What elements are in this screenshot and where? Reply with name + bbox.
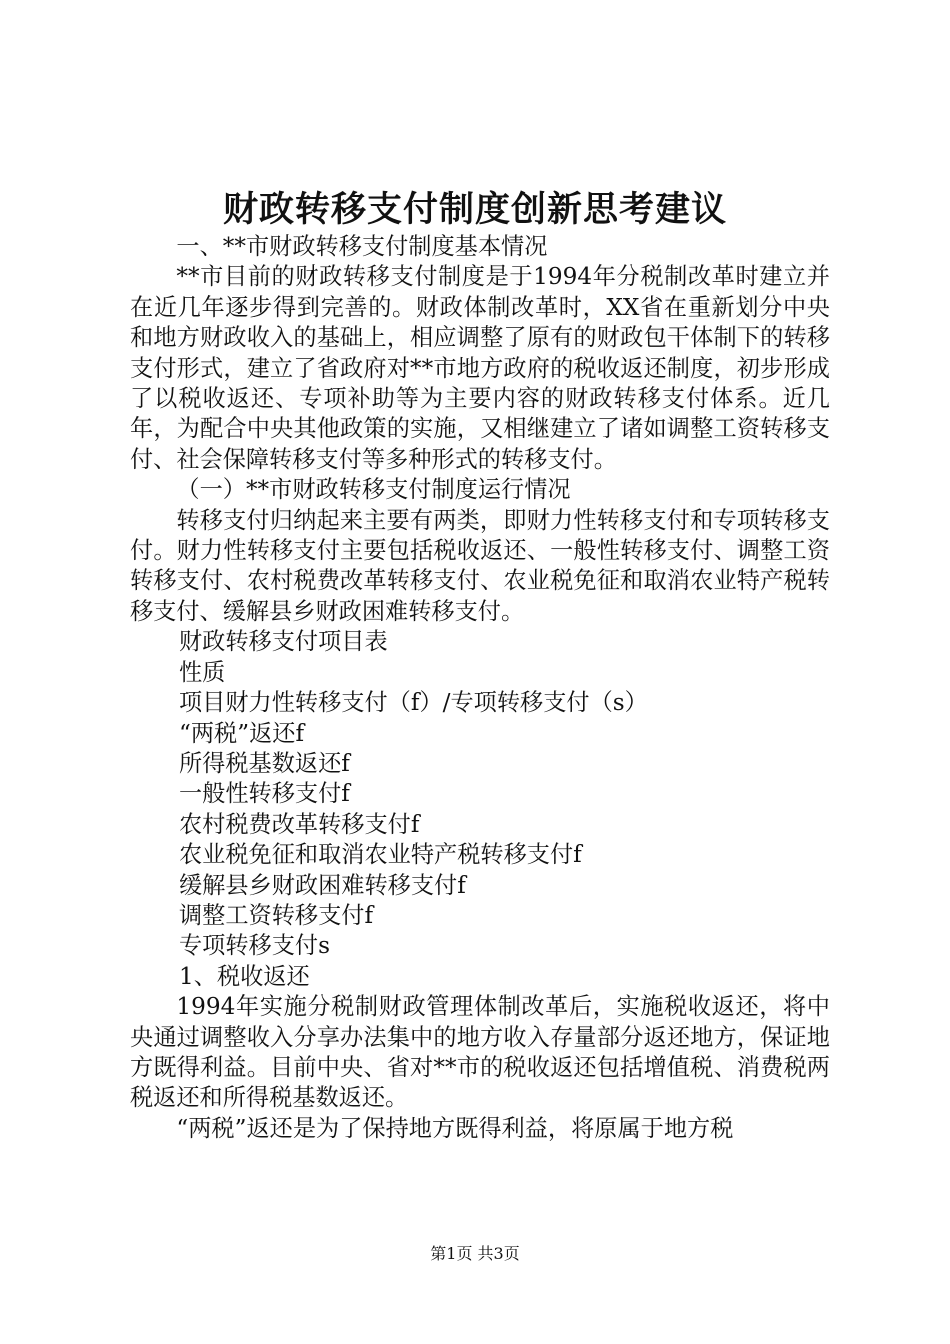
subsection-heading: （一）**市财政转移支付制度运行情况 <box>176 476 571 504</box>
numbered-heading: 1、税收返还 <box>179 962 310 990</box>
table-line: 一般性转移支付f <box>179 780 350 808</box>
table-line: 农村税费改革转移支付f <box>179 810 420 838</box>
body-paragraph: **市目前的财政转移支付制度是于1994年分税制改革时建立并在近几年逐步得到完善的。财政体制改革时，XX省在重新划分中央和地方财政收入的基础上，相应调整了原有的财政包干体制下的转移支付形式，建立了省政府对**市地方政府的税收返还制度，初步形成了以税收返还、专项补助等为主要内容的财政转移支付体系。近几年，为配合中央其他政策的实施，又相继建立了诸如调整工资转移支付、社会保障转移支付等多种形式的转移支付。 <box>130 263 830 473</box>
page-footer: 第1页 共3页 <box>430 1244 520 1263</box>
body-paragraph: 1994年实施分税制财政管理体制改革后，实施税收返还，将中央通过调整收入分享办法集中的地方收入存量部分返还地方，保证地方既得利益。目前中央、省对**市的税收返还包括增值税、消费税两税返还和所得税基数返还。 <box>130 993 830 1112</box>
table-line: 专项转移支付s <box>179 932 331 960</box>
table-line: 调整工资转移支付f <box>179 901 374 929</box>
section-heading: 一、**市财政转移支付制度基本情况 <box>176 233 548 260</box>
body-paragraph: “两税”返还是为了保持地方既得利益，将原属于地方税 <box>176 1114 734 1142</box>
table-line: 缓解县乡财政困难转移支付f <box>179 871 466 899</box>
body-paragraph: 转移支付归纳起来主要有两类，即财力性转移支付和专项转移支付。财力性转移支付主要包括税收返还、一般性转移支付、调整工资转移支付、农村税费改革转移支付、农业税免征和取消农业特产税转移支付、缓解县乡财政困难转移支付。 <box>130 506 830 625</box>
document-body <box>130 232 830 1144</box>
document-title: 财政转移支付制度创新思考建议 <box>222 189 727 230</box>
table-line: 项目财力性转移支付（f）/专项转移支付（s） <box>179 689 648 717</box>
table-caption: 财政转移支付项目表 <box>179 628 388 656</box>
table-line: 性质 <box>179 658 226 686</box>
table-line: 农业税免征和取消农业特产税转移支付f <box>179 841 582 869</box>
table-line: 所得税基数返还f <box>179 749 350 777</box>
table-line: “两税”返还f <box>179 719 305 747</box>
